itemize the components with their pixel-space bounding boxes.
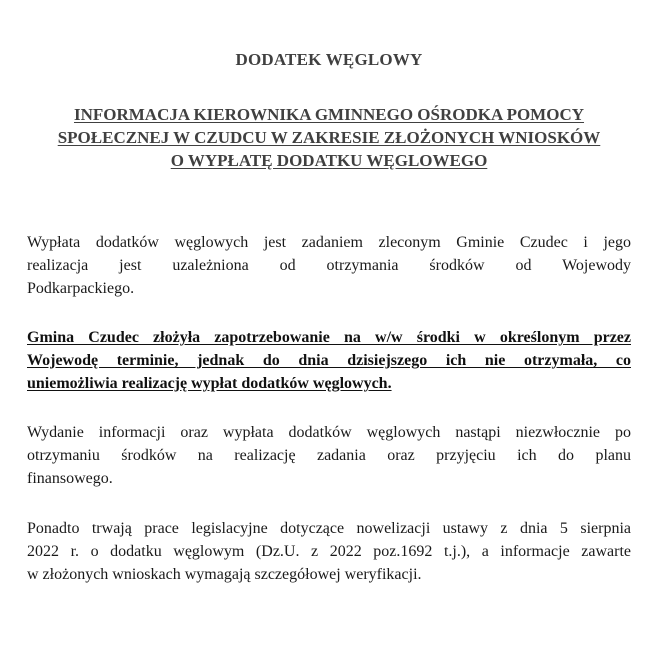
document-title: DODATEK WĘGLOWY [235, 50, 423, 69]
paragraph-line: 2022 r. o dodatku węglowym (Dz.U. z 2022 poz.1692 t.j.), a informacje zawarte [27, 543, 631, 560]
paragraph-line: Podkarpackiego. [27, 280, 135, 297]
paragraph-line: uniemożliwia realizację wypłat dodatków węglowych. [27, 375, 392, 392]
document-subtitle [27, 103, 631, 172]
paragraph-line: w złożonych wnioskach wymagają szczegółowej weryfikacji. [27, 566, 422, 583]
paragraph-funding-request [27, 326, 631, 395]
paragraph-line: Wydanie informacji oraz wypłata dodatków węglowych nastąpi niezwłocznie po [27, 424, 631, 441]
subtitle-line: O WYPŁATĘ DODATKU WĘGLOWEGO [170, 151, 488, 170]
paragraph-line: Gmina Czudec złożyła zapotrzebowanie na w/w środki w określonym przez [27, 329, 631, 346]
paragraph-line: Wojewodę terminie, jednak do dnia dzisiejszego ich nie otrzymała, co [27, 352, 631, 369]
paragraph-payment-info [27, 231, 631, 300]
subtitle-line: SPOŁECZNEJ W CZUDCU W ZAKRESIE ZŁOŻONYCH WNIOSKÓW [57, 128, 601, 147]
subtitle-line: INFORMACJA KIEROWNIKA GMINNEGO OŚRODKA POMOCY [73, 105, 585, 124]
paragraph-line: realizacja jest uzależniona od otrzymania środków od Wojewody [27, 257, 631, 274]
paragraph-line: otrzymaniu środków na realizację zadania oraz przyjęciu ich do planu [27, 447, 631, 464]
paragraph-legislation [27, 517, 631, 586]
paragraph-line: Ponadto trwają prace legislacyjne dotyczące nowelizacji ustawy z dnia 5 sierpnia [27, 520, 631, 537]
paragraph-line: Wypłata dodatków węglowych jest zadaniem zleconym Gminie Czudec i jego [27, 234, 631, 251]
paragraph-line: finansowego. [27, 470, 113, 487]
paragraph-payment-timing [27, 421, 631, 490]
